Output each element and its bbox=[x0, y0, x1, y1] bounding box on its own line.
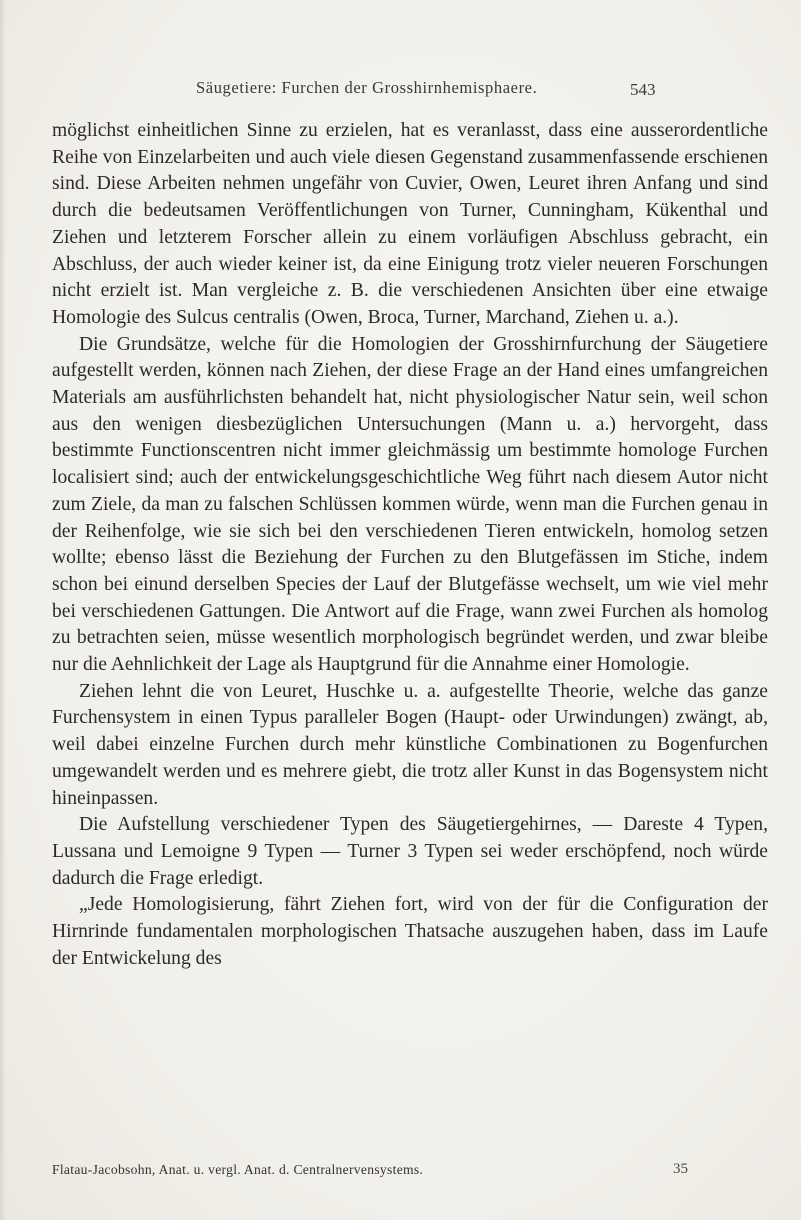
running-header: Säugetiere: Furchen der Grosshirnhemisphaere. bbox=[196, 78, 538, 97]
paragraph-5: „Jede Homologisierung, fährt Ziehen fort, wird von der für die Configuration der Hirnrinde fundamentalen morphologischen Thatsache auszugehen haben, dass im Laufe der Entwickelung des bbox=[52, 894, 768, 969]
main-text-block bbox=[52, 118, 768, 973]
signature-mark: 35 bbox=[673, 1161, 688, 1177]
page-left-edge-shadow bbox=[0, 0, 6, 1220]
paragraph-4: Die Aufstellung verschiedener Typen des Säugetiergehirnes, — Dareste 4 Typen, Lussana und Lemoigne 9 Typen — Turner 3 Typen sei weder erschöpfend, noch würde dadurch die Frage erledigt. bbox=[52, 814, 768, 889]
page-number: 543 bbox=[630, 80, 656, 99]
paragraph-3: Ziehen lehnt die von Leuret, Huschke u. a. aufgestellte Theorie, welche das ganze Furchensystem in einen Typus paralleler Bogen (Haupt- oder Urwindungen) zwängt, ab, weil dabei einzelne Furchen durch mehr künstliche Combinationen zu Bogenfurchen umgewandelt werden und es mehrere giebt, die trotz aller Kunst in das Bogensystem nicht hineinpassen. bbox=[52, 680, 768, 809]
paragraph-2: Die Grundsätze, welche für die Homologien der Grosshirnfurchung der Säugetiere aufgestellt werden, können nach Ziehen, der diese Frage an der Hand eines umfangreichen Materials am ausführlichsten behandelt hat, nicht physiologischer Natur sein, weil schon aus den wenigen diesbezüglichen Untersuchungen (Mann u. a.) hervorgeht, dass bestimmte Functionscentren nicht immer gleichmässig um bestimmte homologe Furchen localisiert sind; auch der entwickelungsgeschichtliche Weg führt nach diesem Autor nicht zum Ziele, da man zu falschen Schlüssen kommen würde, wenn man die Furchen genau in der Reihenfolge, wie sie sich bei den verschiedenen Tieren entwickeln, homolog setzen wollte; ebenso lässt die Beziehung der Furchen zu den Blutgefässen im Stiche, indem schon bei einund derselben Species der Lauf der Blutgefässe wechselt, um wie viel mehr bei verschiedenen Gattungen. Die Antwort auf die Frage, wann zwei Furchen als homolog zu betrachten seien, müsse wesentlich morphologisch begründet werden, und zwar bleibe nur die Aehnlichkeit der Lage als Hauptgrund für die Annahme einer Homologie. bbox=[52, 333, 768, 676]
paragraph-1: möglichst einheitlichen Sinne zu erzielen, hat es veranlasst, dass eine ausserordentliche Reihe von Einzelarbeiten und auch viele diesen Gegenstand zusammenfassende erschienen sind. Diese Arbeiten nehmen ungefähr von Cuvier, Owen, Leuret ihren Anfang und sind durch die bedeutsamen Veröffentlichungen von Turner, Cunningham, Kükenthal und Ziehen und letzterem Forscher allein zu einem vorläufigen Abschluss gebracht, ein Abschluss, der auch wieder keiner ist, da eine Einigung trotz vieler neueren Forschungen nicht erzielt ist. Man vergleiche z. B. die verschiedenen Ansichten über eine etwaige Homologie des Sulcus centralis (Owen, Broca, Turner, Marchand, Ziehen u. a.). bbox=[52, 120, 768, 328]
footer-citation: Flatau-Jacobsohn, Anat. u. vergl. Anat. d. Centralnervensystems. bbox=[52, 1162, 424, 1177]
